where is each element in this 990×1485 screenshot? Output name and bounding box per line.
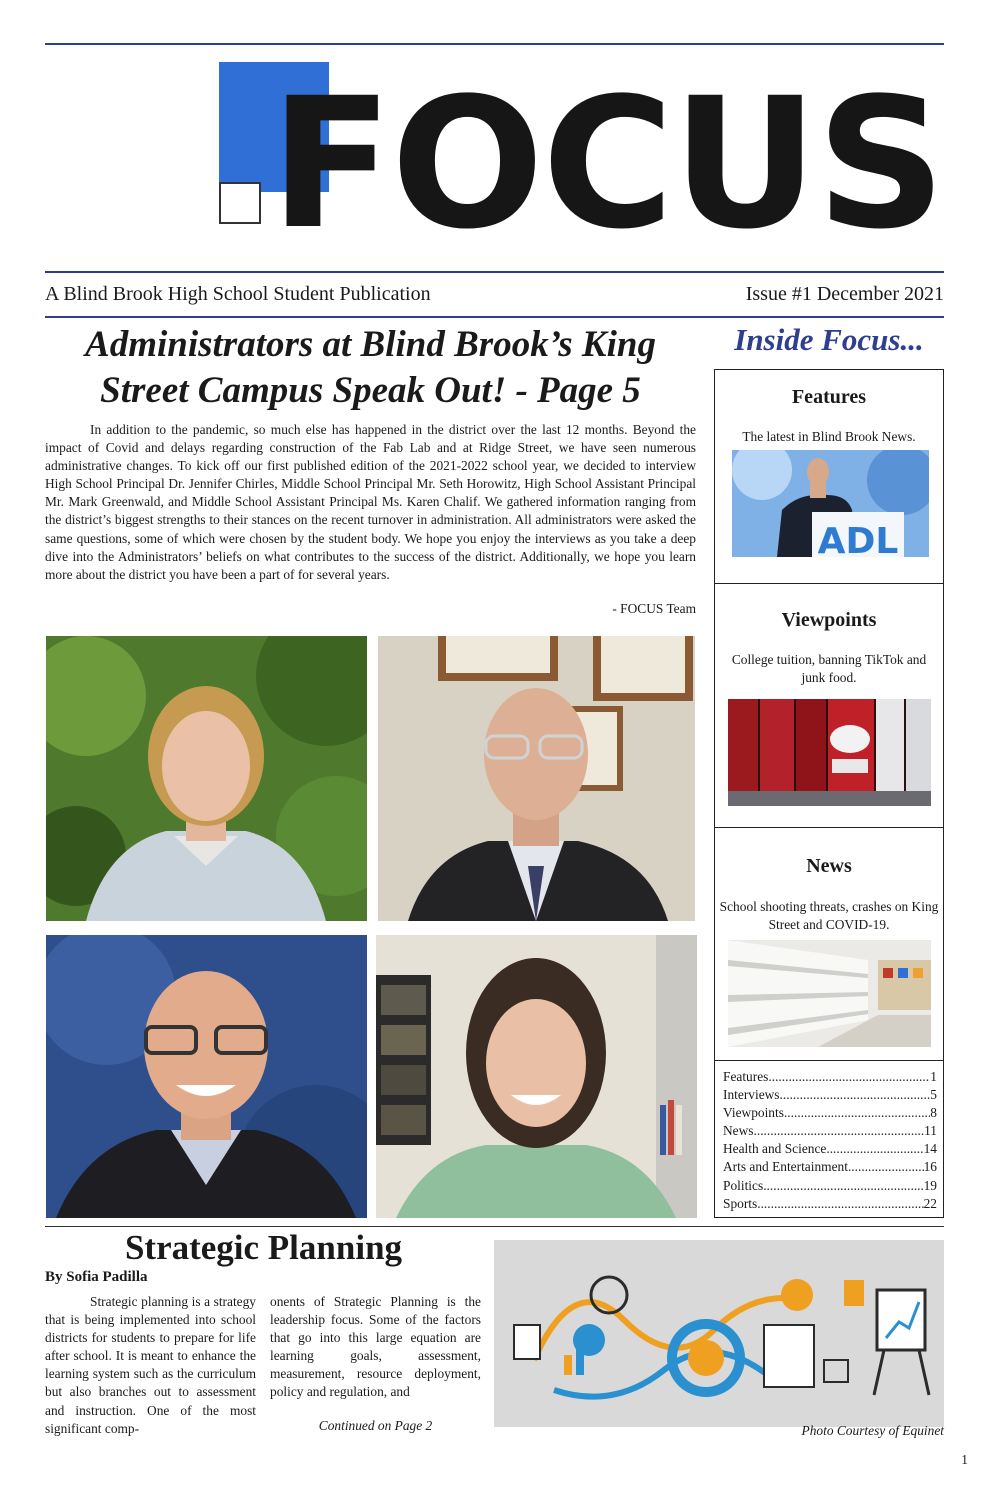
- subtitle-top-rule: [45, 271, 944, 273]
- toc-item-politics[interactable]: Politics ..... 19: [723, 1177, 937, 1195]
- photo-administrator-2: [378, 636, 695, 921]
- story-byline: By Sofia Padilla: [45, 1269, 148, 1285]
- sidebar-divider: [715, 827, 943, 828]
- sidebar-heading-features: Features: [791, 386, 867, 408]
- lead-headline: Administrators at Blind Brook’s King Street Campus Speak Out! - Page 5: [85, 324, 656, 411]
- toc-item-interviews[interactable]: Interviews ..... 5: [723, 1086, 937, 1104]
- sidebar-text-features: The latest in Blind Brook News.: [742, 429, 916, 444]
- sidebar-image-news: [728, 940, 931, 1047]
- toc-item-features[interactable]: Features ..... 1: [723, 1068, 937, 1086]
- toc-item-news[interactable]: News ..... 11: [723, 1122, 937, 1140]
- continued-note: Continued on Page 2: [318, 1418, 433, 1433]
- toc-item-viewpoints[interactable]: Viewpoints ..... 8: [723, 1104, 937, 1122]
- strategic-planning-illustration: [494, 1240, 944, 1427]
- sidebar-text-news: School shooting threats, crashes on King Street and COVID-19.: [719, 899, 939, 932]
- story-column-2: onents of Strategic Planning is the leadership focus. Some of the factors that go into this large equation are learning goals, assessment, measurement, resource deployment, policy and regulation, and: [270, 1294, 481, 1400]
- logo-wordmark: FOCUS: [270, 60, 944, 269]
- photo-administrator-4: [376, 935, 697, 1218]
- inside-focus-sidebar: [714, 369, 944, 1218]
- publication-subtitle: A Blind Brook High School Student Publication: [45, 283, 431, 305]
- table-of-contents: [723, 1068, 937, 1213]
- sidebar-text-viewpoints: College tuition, banning TikTok and junk food.: [731, 652, 927, 685]
- issue-date: Issue #1 December 2021: [745, 283, 944, 305]
- photo-administrator-3: [46, 935, 367, 1218]
- lectern-sign: ADL: [817, 521, 899, 557]
- sidebar-image-features: [732, 450, 929, 557]
- sidebar-heading-viewpoints: Viewpoints: [781, 609, 877, 631]
- section-divider: [45, 1226, 944, 1227]
- toc-item-health-and-science[interactable]: Health and Science ..... 14: [723, 1140, 937, 1158]
- sidebar-divider: [715, 1060, 943, 1061]
- lead-signature: - FOCUS Team: [612, 601, 696, 616]
- story-column-1: Strategic planning is a strategy that is being implemented into school districts for students to prepare for life after school. It is meant to enhance the learning system such as the curriculum but also branches out to assessment and instruction. One of the most significant comp-: [45, 1294, 256, 1436]
- photo-administrator-1: [46, 636, 367, 921]
- toc-item-arts-and-entertainment[interactable]: Arts and Entertainment ..... 16: [723, 1158, 937, 1176]
- sidebar-image-viewpoints: [728, 699, 931, 806]
- photo-caption: Photo Courtesy of Equinet: [801, 1423, 944, 1438]
- page-number: 1: [961, 1452, 968, 1467]
- inside-focus-title: Inside Focus...: [734, 322, 924, 357]
- subtitle-bottom-rule: [45, 316, 944, 318]
- story-title: Strategic Planning: [124, 1228, 403, 1267]
- sidebar-heading-news: News: [806, 855, 852, 877]
- toc-item-sports[interactable]: Sports ..... 22: [723, 1195, 937, 1213]
- lead-intro: In addition to the pandemic, so much else has happened in the district over the last 12 months. Beyond the impact of Covid and delays regarding construction of the Fab Lab and at Ridge Street, we have seen numerous administrative changes. To kick off our first published edition of the 2021-2022 school year, we decided to interview High School Principal Dr. Jennifer Chirles, Middle School Principal Mr. Seth Horowitz, High School Assistant Principal Mr. Mark Greenwald, and Middle School Assistant Principal Ms. Karen Chalif. We gathered information ranging from the district’s biggest strengths to their stances on the recent turnover in administration. All administrators were asked the same questions, some of which were chosen by the student body. We hope you enjoy the interviews as you take a deep dive into the Administrators’ beliefs on what contributes to the success of the district. Additionally, we hope you learn more about the district you have been a part of for several years.: [45, 422, 696, 582]
- logo-outline-square: [219, 182, 261, 224]
- top-rule: [45, 43, 944, 45]
- sidebar-divider: [715, 583, 943, 584]
